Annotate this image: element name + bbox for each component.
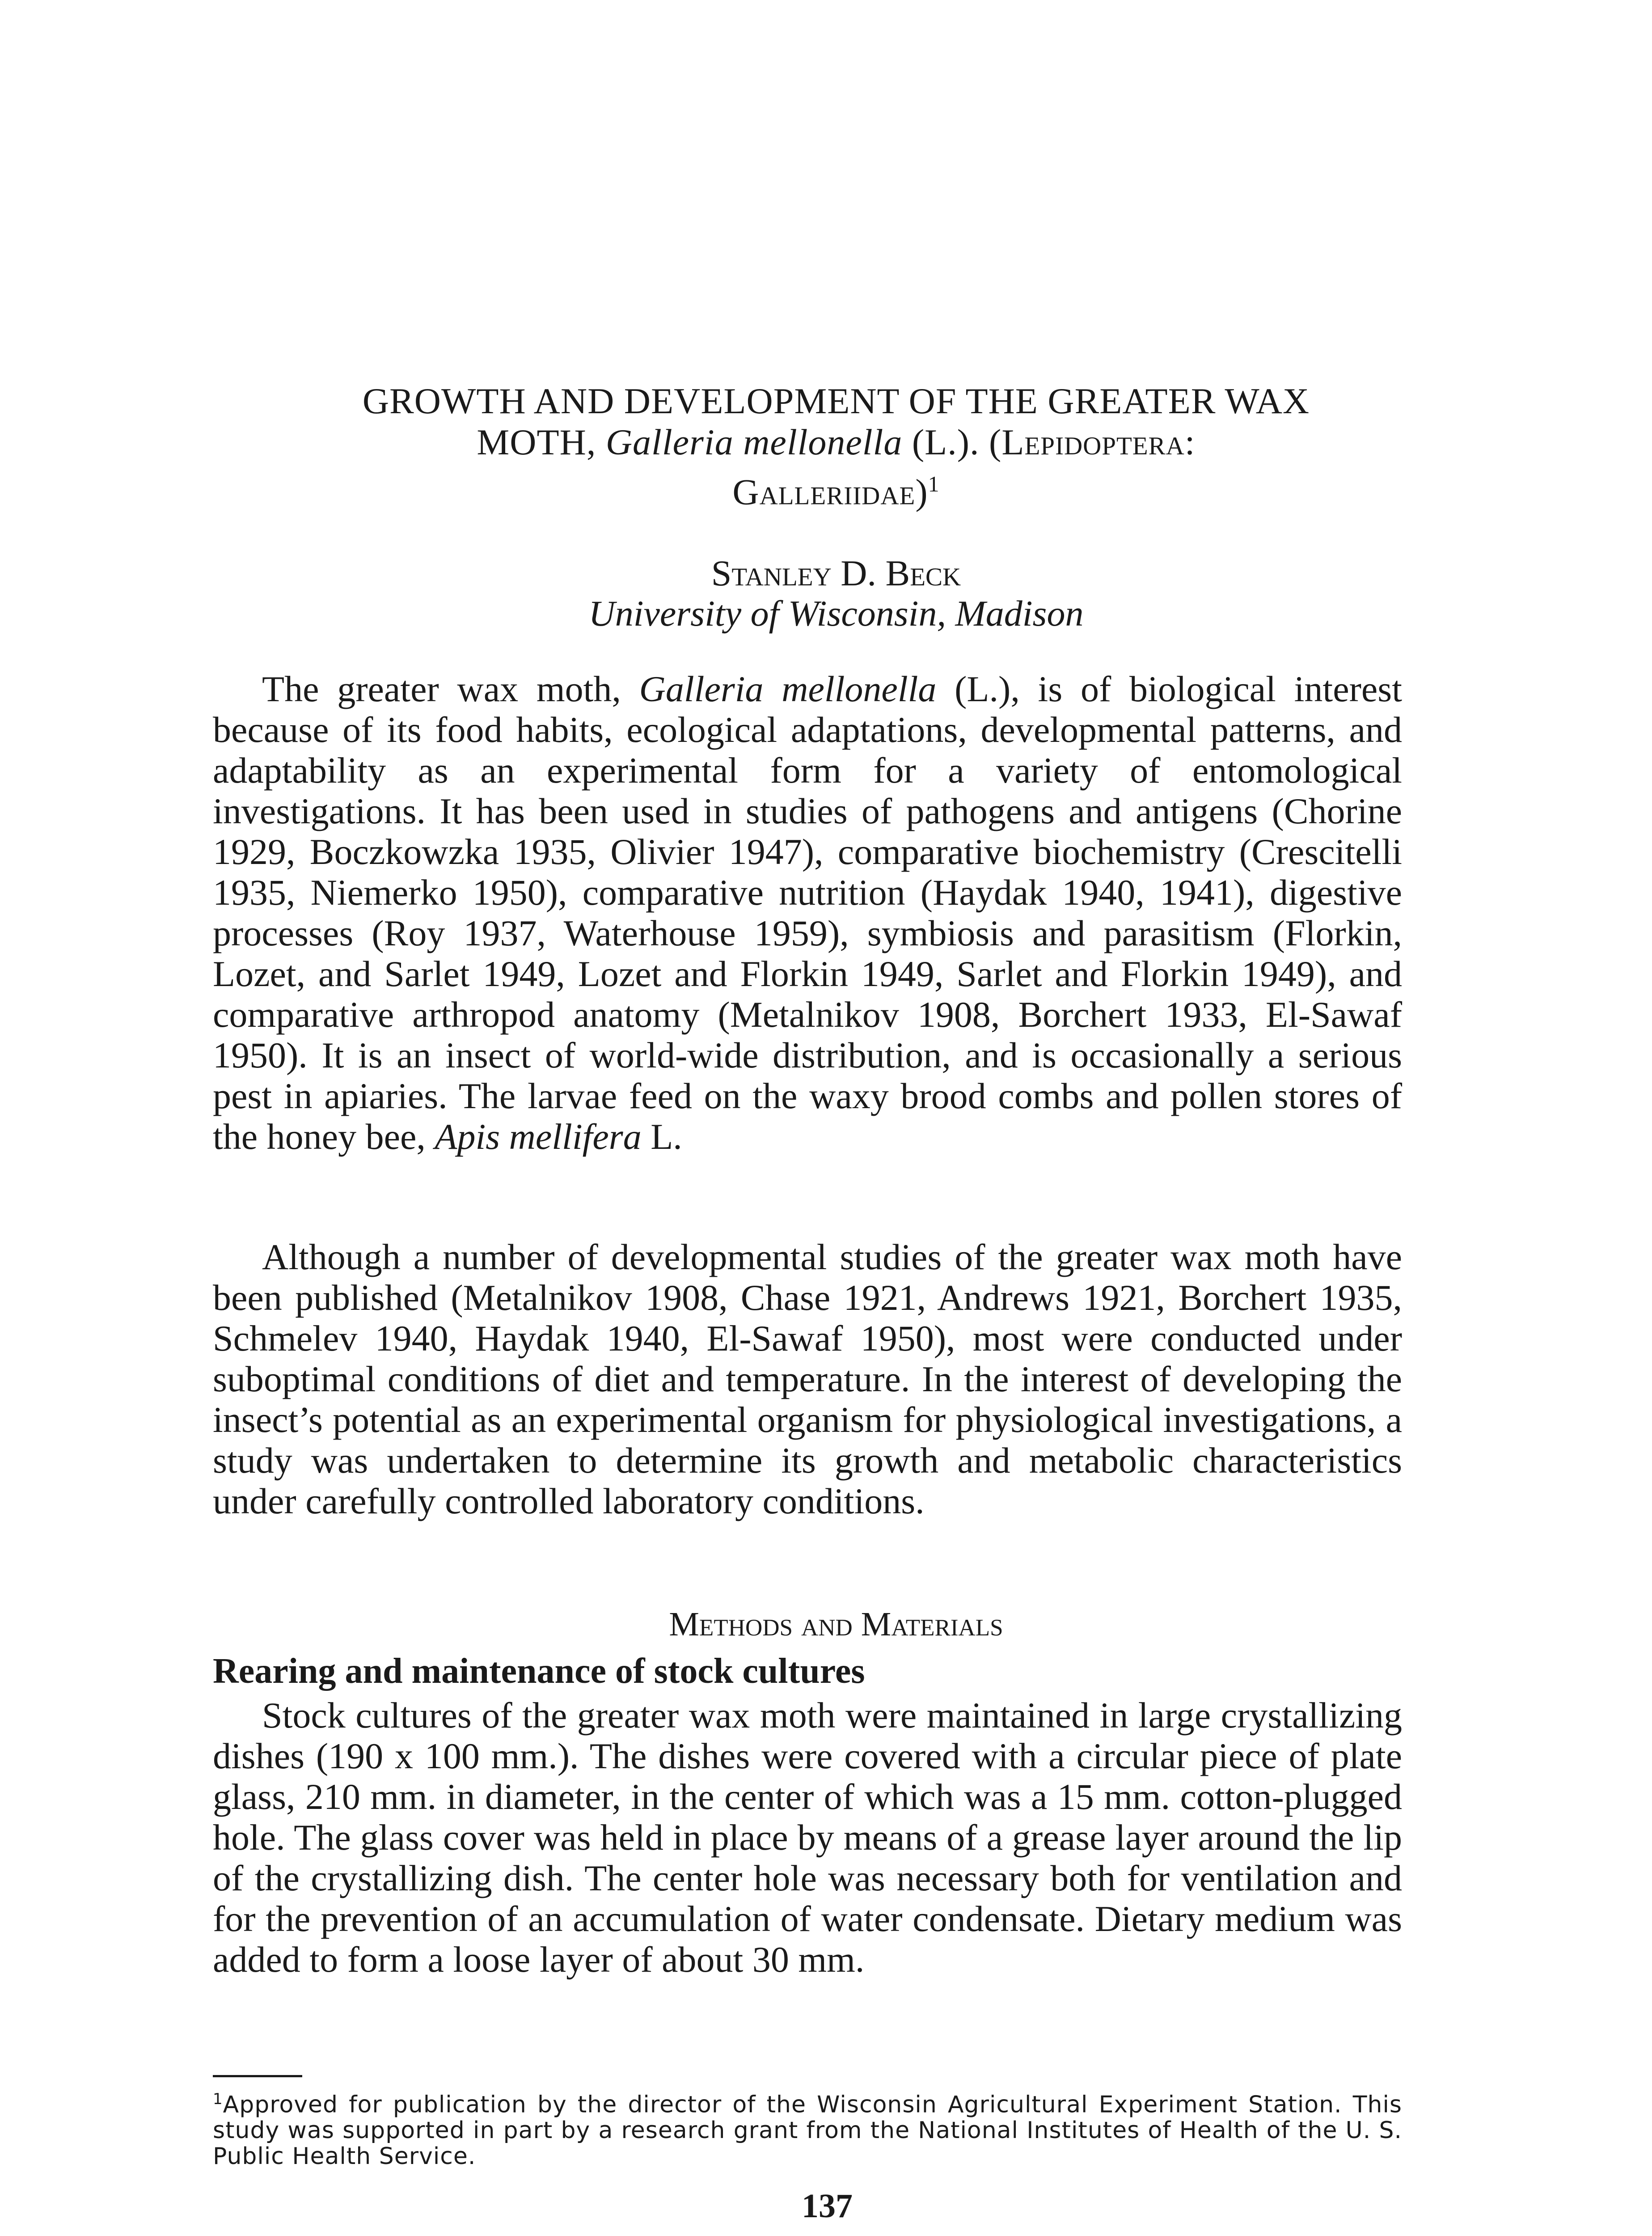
- subsection-heading: Rearing and maintenance of stock cultures: [213, 1652, 865, 1691]
- title-text: ): [915, 471, 928, 512]
- paragraph-methods: Stock cultures of the greater wax moth were maintained in large crystallizing dishes (190 x 100 mm.). The dishes were covered with a circular piece of plate glass, 210 mm. in diameter, in the center of which was a 15 mm. cotton-plugged hole. The glass cover was held in place by means of a grease layer around the lip of the crystallizing dish. The center hole was necessary both for ventilation and for the prevention of an accumulation of water condensate. Dietary medium was added to form a loose layer of about 30 mm.: [213, 1695, 1402, 1980]
- author-affiliation: University of Wisconsin, Madison: [588, 593, 1084, 634]
- footnote-rule: [213, 2075, 302, 2077]
- paragraph-text: The greater wax moth,: [262, 669, 639, 709]
- paragraph-second: Although a number of developmental studies of the greater wax moth have been published (Metalnikov 1908, Chase 1921, Andrews 1921, Borchert 1935, Schmelev 1940, Haydak 1940, El-Sawaf 1950), most were conducted under suboptimal conditions of diet and temperature. In the interest of developing the insect’s potential as an experimental organism for physiological investigations, a study was undertaken to determine its growth and metabolic characteristics under carefully controlled laboratory conditions.: [213, 1237, 1402, 1521]
- footnote-marker: 1: [213, 2090, 223, 2108]
- page-number: 137: [802, 2187, 853, 2225]
- title-text: (L.). (: [902, 422, 1002, 462]
- species-name: Galleria mellonella: [639, 669, 937, 709]
- paragraph-text: L.: [641, 1116, 682, 1157]
- paragraph-intro: [213, 669, 1402, 1157]
- title-text: MOTH,: [477, 422, 606, 462]
- footnote-marker: 1: [928, 471, 940, 496]
- footnote: [213, 2086, 1402, 2169]
- family-name: Galleriidae: [732, 471, 916, 512]
- title-text: :: [1184, 422, 1196, 462]
- article-title-line-3: [188, 463, 1484, 513]
- order-name: Lepidoptera: [1001, 422, 1185, 462]
- footnote-text: Approved for publication by the director of the Wisconsin Agricultural Experiment Station. This study was supported in part by a research grant from the National Institutes of Health of the U. S. Public Health Service.: [213, 2091, 1402, 2170]
- section-heading: Methods and Materials: [669, 1605, 1003, 1643]
- article-title-line-2: [188, 421, 1484, 463]
- author-name: Stanley D. Beck: [711, 553, 961, 593]
- species-name: Galleria mellonella: [605, 422, 903, 462]
- paragraph-text: (L.), is of biological interest because of its food habits, ecological adaptations, developmental patterns, and adaptability as an experimental form for a variety of entomological investigations. It has been used in studies of pathogens and antigens (Chorine 1929, Boczkowzka 1935, Olivier 1947), comparative biochemistry (Crescitelli 1935, Niemerko 1950), comparative nutrition (Haydak 1940, 1941), digestive processes (Roy 1937, Waterhouse 1959), symbiosis and parasitism (Florkin, Lozet, and Sarlet 1949, Lozet and Florkin 1949, Sarlet and Florkin 1949), and comparative arthropod anatomy (Metalnikov 1908, Borchert 1933, El-Sawaf 1950). It is an insect of world-wide distribution, and is occasionally a serious pest in apiaries. The larvae feed on the waxy brood combs and pollen stores of the honey bee,: [213, 669, 1402, 1157]
- article-title-line-1: GROWTH AND DEVELOPMENT OF THE GREATER WAX: [362, 381, 1310, 421]
- species-name: Apis mellifera: [435, 1116, 642, 1157]
